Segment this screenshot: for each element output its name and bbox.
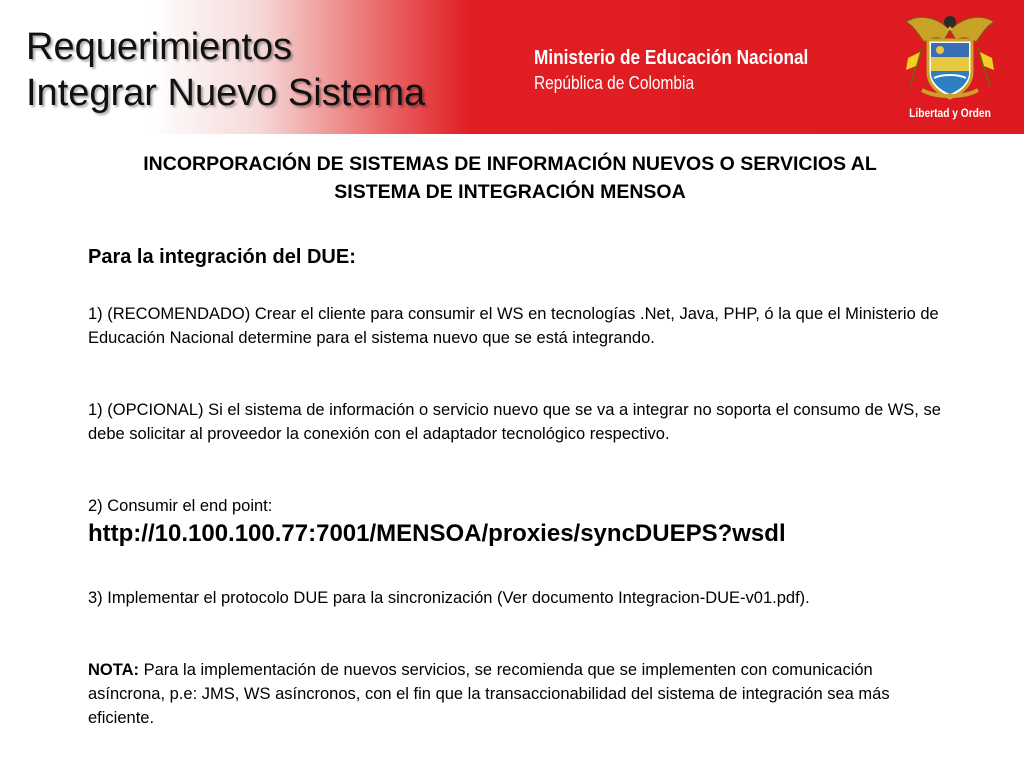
note-paragraph (88, 658, 948, 730)
step1-recommended: 1) (RECOMENDADO) Crear el cliente para consumir el WS en tecnologías .Net, Java, PHP, ó la que el Ministerio de Educación Nacional determine para el sistema nuevo que se está integrando. (88, 305, 939, 347)
step2-label: 2) Consumir el end point: (88, 497, 273, 515)
slide-title-line2: Integrar Nuevo Sistema (26, 72, 426, 114)
ministry-name: Ministerio de Educación Nacional (534, 47, 809, 69)
note-text: Para la implementación de nuevos servicios, se recomienda que se implementen con comunicación asíncrona, p.e: JMS, WS asíncronos, con el fin que la transaccionabilidad del sistema de integración sea más eficiente. (88, 661, 890, 727)
slide-title (26, 24, 425, 116)
section-heading: Para la integración del DUE: (88, 246, 356, 268)
ministry-block (534, 45, 853, 95)
ministry-subtitle: República de Colombia (534, 73, 695, 93)
coat-of-arms-icon (900, 8, 1000, 130)
note-label: NOTA: (88, 661, 140, 679)
step1-optional: 1) (OPCIONAL) Si el sistema de información o servicio nuevo que se va a integrar no soporta el consumo de WS, se debe solicitar al proveedor la conexión con el adaptador tecnológico respectivo. (88, 401, 941, 443)
endpoint-url: http://10.100.100.77:7001/MENSOA/proxies/syncDUEPS?wsdl (88, 520, 786, 547)
slide-header (0, 0, 1024, 134)
slide-title-line1: Requerimientos (26, 26, 293, 68)
step3: 3) Implementar el protocolo DUE para la sincronización (Ver documento Integracion-DUE-v01.pdf). (88, 589, 810, 607)
main-heading: INCORPORACIÓN DE SISTEMAS DE INFORMACIÓN NUEVOS O SERVICIOS AL SISTEMA DE INTEGRACIÓN MENSOA (143, 153, 877, 203)
seal-motto: Libertad y Orden (909, 106, 991, 120)
